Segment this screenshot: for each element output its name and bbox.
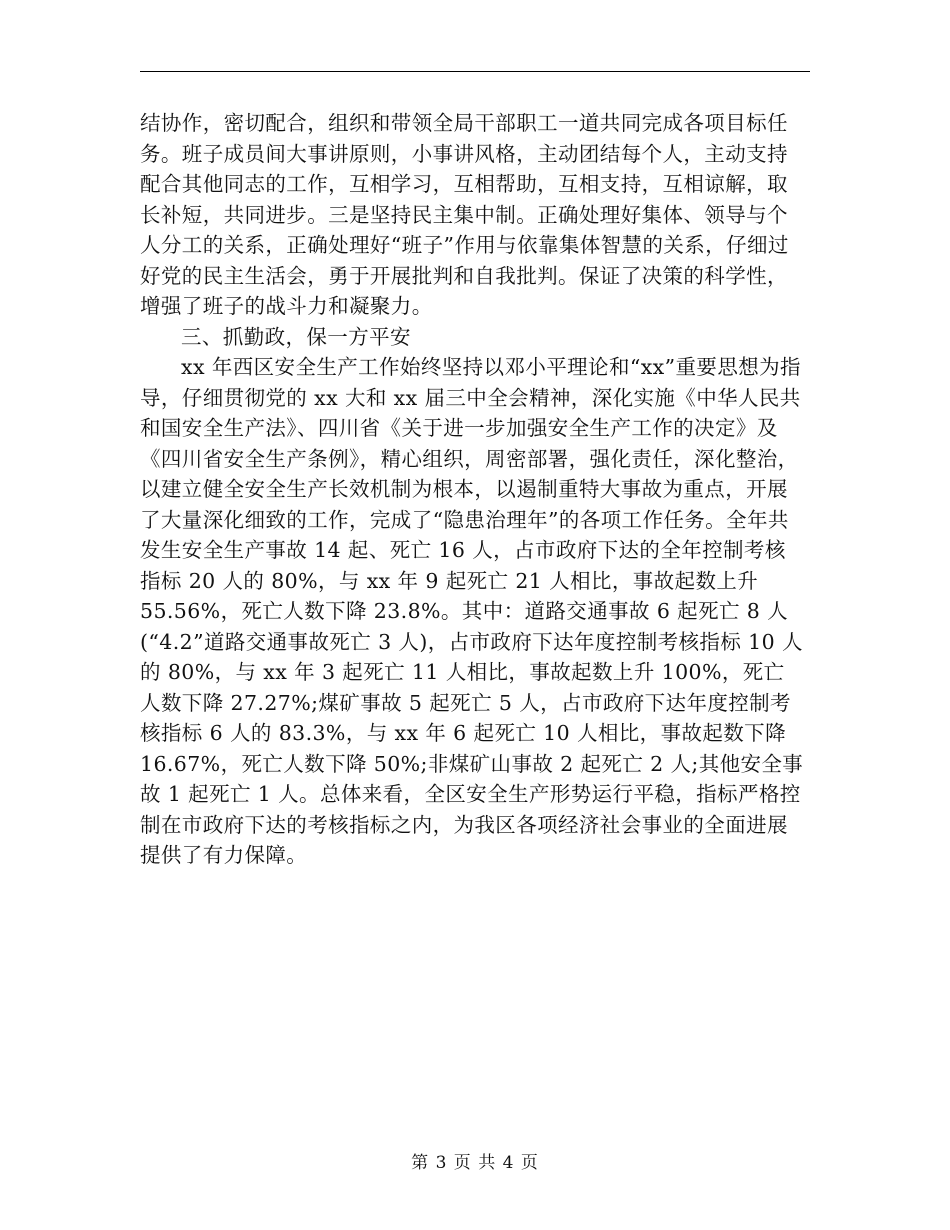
paragraph-continuation: 结协作，密切配合，组织和带领全局干部职工一道共同完成各项目标任务。班子成员间大事讲原则，小事讲风格，主动团结每个人，主动支持配合其他同志的工作，互相学习，互相帮助，互相支持，互相谅解，取长补短，共同进步。三是坚持民主集中制。正确处理好集体、领导与个人分工的关系，正确处理好“班子”作用与依靠集体智慧的关系，仔细过好党的民主生活会，勇于开展批判和自我批判。保证了决策的科学性，增强了班子的战斗力和凝聚力。 (140, 111, 789, 318)
header-divider (140, 71, 810, 72)
section-heading: 三、抓勤政，保一方平安 (181, 324, 411, 349)
page-number: 第 3 页 共 4 页 (411, 1153, 539, 1173)
paragraph-safety-report: xx 年西区安全生产工作始终坚持以邓小平理论和“xx”重要思想为指导，仔细贯彻党的 xx 大和 xx 届三中全会精神，深化实施《中华人民共和国安全生产法》、四川省《关于进一步加强安全生产工作的决定》及《四川省安全生产条例》，精心组织，周密部署，强化责任，深化整治，以建立健全安全生产长效机制为根本，以遏制重特大事故为重点，开展了大量深化细致的工作，完成了“隐患治理年”的各项工作任务。全年共发生安全生产事故 14 起、死亡 16 人，占市政府下达的全年控制考核指标 20 人的 80%，与 xx 年 9 起死亡 21 人相比，事故起数上升 55.56%，死亡人数下降 23.8%。其中：道路交通事故 6 起死亡 8 人(“4.2”道路交通事故死亡 3 人)，占市政府下达年度控制考核指标 10 人的 80%，与 xx 年 3 起死亡 11 人相比，事故起数上升 100%，死亡人数下降 27.27%;煤矿事故 5 起死亡 5 人，占市政府下达年度控制考核指标 6 人的 83.3%，与 xx 年 6 起死亡 10 人相比，事故起数下降 16.67%，死亡人数下降 50%;非煤矿山事故 2 起死亡 2 人;其他安全事故 1 起死亡 1 人。总体来看，全区安全生产形势运行平稳，指标严格控制在市政府下达的考核指标之内，为我区各项经济社会事业的全面进展提供了有力保障。 (140, 355, 804, 867)
document-body (140, 108, 805, 871)
